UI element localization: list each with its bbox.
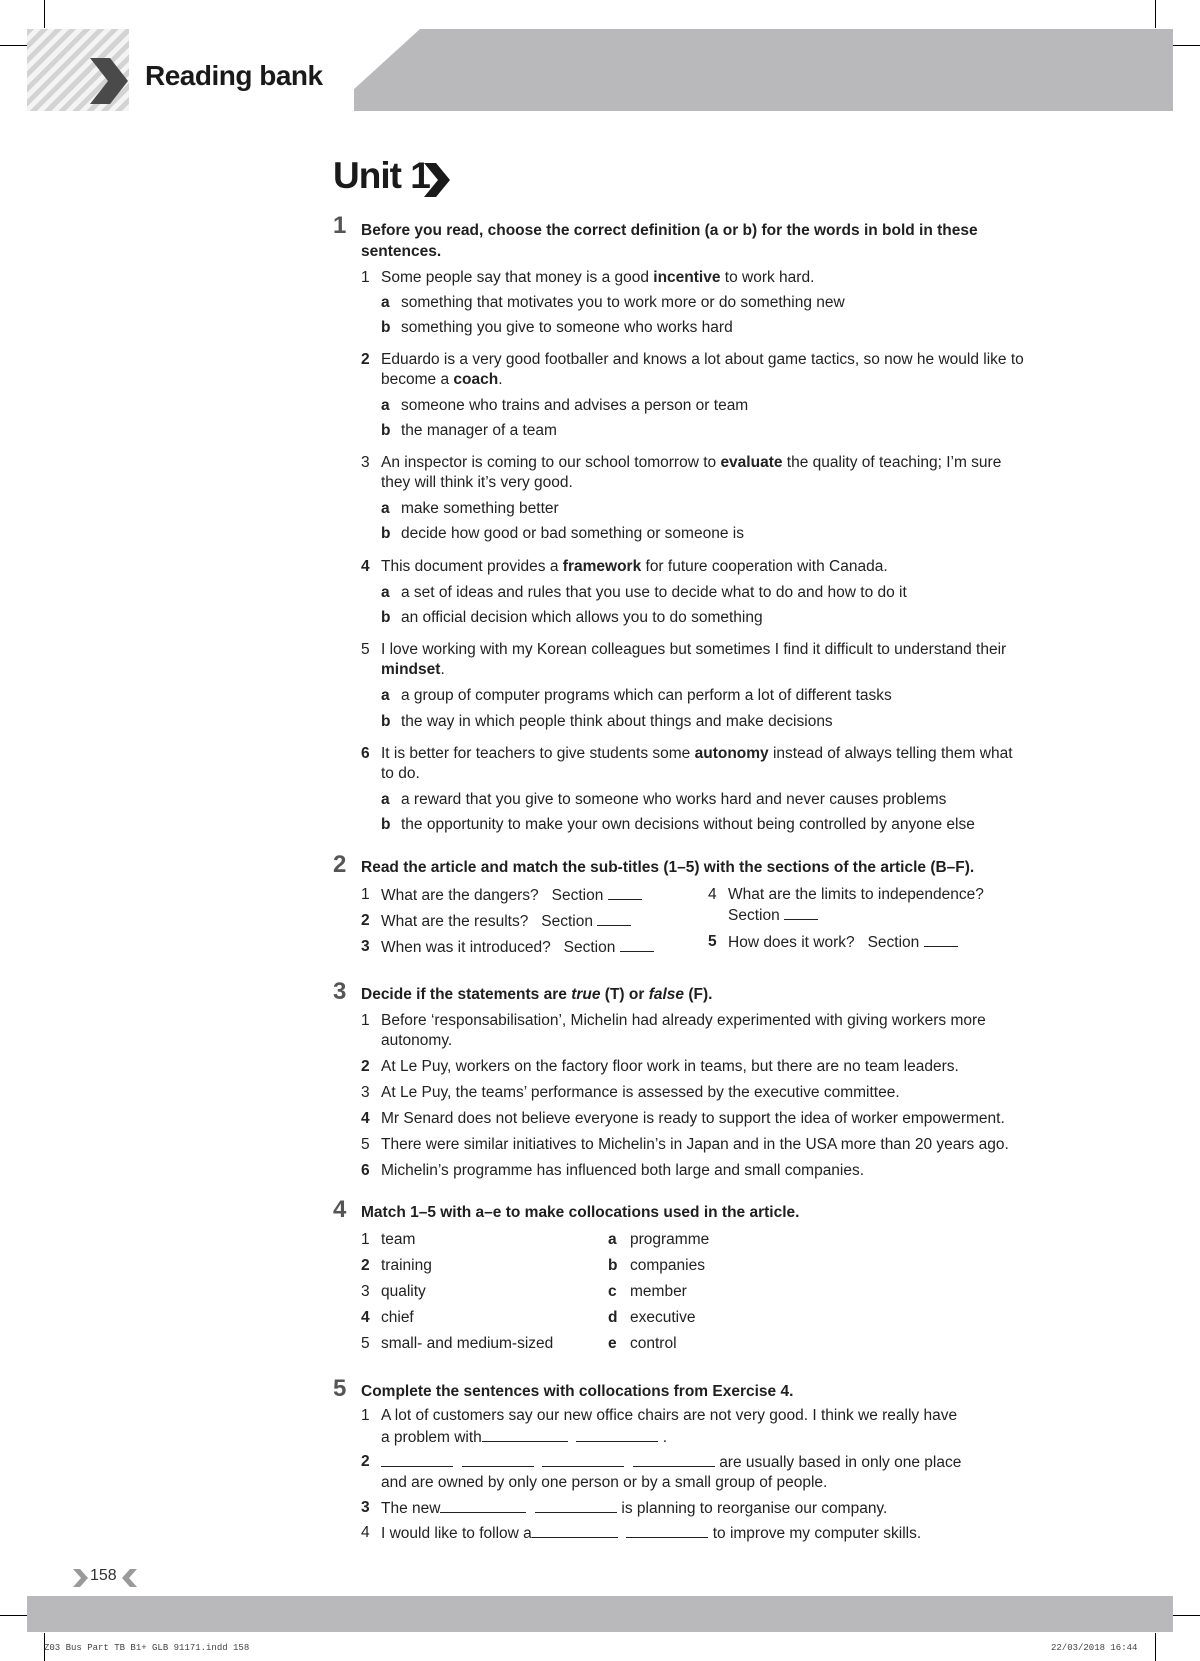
section-label: Section (541, 913, 593, 930)
item-number: 4 (361, 1309, 370, 1326)
keyword: mindset (381, 661, 441, 678)
item-number: 4 (361, 1524, 370, 1541)
statement: Before ‘responsabilisation’, Michelin had already experimented with giving workers more autonomy. (381, 1012, 986, 1049)
option-b: decide how good or bad something or someone is (401, 525, 744, 542)
option-b: an official decision which allows you to do something (401, 609, 763, 626)
sentence-text: instead of always telling them what to do. (381, 745, 1013, 782)
exercise-number: 2 (333, 851, 347, 878)
exercise-number: 3 (333, 978, 347, 1005)
match-left-item: quality (381, 1283, 426, 1300)
sentence-text: for future cooperation with Canada. (641, 558, 888, 575)
answer-blank[interactable] (440, 1498, 526, 1513)
exercise-number: 5 (333, 1375, 347, 1402)
instruction-false: false (648, 986, 685, 1003)
sentence (381, 640, 1026, 680)
item-number: 3 (361, 1084, 370, 1101)
answer-blank[interactable] (462, 1452, 534, 1467)
list-item (381, 885, 642, 906)
option-letter: a (381, 397, 390, 414)
sentence-line (381, 1427, 1026, 1448)
sentence-text: . (498, 371, 503, 388)
sentence-line: A lot of customers say our new office chairs are not very good. I think we really have (381, 1407, 958, 1424)
option-letter: b (381, 422, 391, 439)
item-number: 3 (361, 1283, 370, 1300)
match-right-item: programme (630, 1231, 710, 1248)
answer-blank[interactable] (626, 1523, 708, 1538)
option-b: the way in which people think about things and make decisions (401, 713, 833, 730)
keyword: coach (453, 371, 499, 388)
option-a: a group of computer programs which can perform a lot of different tasks (401, 687, 892, 704)
item-number: 6 (361, 745, 370, 762)
option-letter: a (381, 294, 390, 311)
header-grey-band (330, 29, 1173, 111)
statement: There were similar initiatives to Michelin’s in Japan and in the USA more than 20 years ago. (381, 1136, 1009, 1153)
option-letter: a (381, 500, 390, 517)
crop-mark (44, 0, 45, 28)
answer-blank[interactable] (620, 937, 654, 952)
item-number: 3 (361, 1499, 370, 1516)
statement: At Le Puy, workers on the factory floor work in teams, but there are no team leaders. (381, 1058, 959, 1075)
statement: Michelin’s programme has influenced both large and small companies. (381, 1162, 865, 1179)
match-left-item: small- and medium-sized (381, 1335, 554, 1352)
answer-blank[interactable] (784, 905, 818, 920)
list-item (728, 932, 958, 953)
keyword: incentive (653, 269, 721, 286)
item-number: 4 (708, 886, 717, 903)
answer-blank[interactable] (381, 1452, 453, 1467)
unit-title: Unit 1 (333, 155, 430, 196)
sentence (381, 453, 1026, 493)
option-letter: b (381, 319, 391, 336)
crop-mark (0, 45, 27, 46)
print-date: 22/03/2018 16:44 (1051, 1643, 1138, 1653)
item-number: 2 (361, 912, 370, 929)
sentence (381, 744, 1026, 784)
answer-blank[interactable] (608, 885, 642, 900)
instruction-text: (F). (684, 986, 713, 1003)
match-right-item: member (630, 1283, 687, 1300)
sentence-text: Eduardo is a very good footballer and knows a lot about game tactics, so now he would like to become a (381, 351, 1024, 388)
exercise-number: 4 (333, 1196, 347, 1223)
sentence-text: a problem with (381, 1429, 482, 1446)
sentence-line (381, 1452, 1026, 1473)
option-letter: a (608, 1231, 617, 1248)
option-letter: a (381, 584, 390, 601)
match-left-item: chief (381, 1309, 414, 1326)
sentence-text: to improve my computer skills. (712, 1525, 922, 1542)
crop-mark (1173, 1615, 1200, 1616)
crop-mark (1173, 45, 1200, 46)
match-right-item: control (630, 1335, 677, 1352)
option-letter: c (608, 1283, 617, 1300)
item-number: 6 (361, 1162, 370, 1179)
answer-blank[interactable] (924, 932, 958, 947)
sentence-text: The new (381, 1500, 441, 1517)
sentence-text: the quality of teaching; I’m sure they will think it’s very good. (381, 454, 1002, 491)
footer-bar (27, 1596, 1173, 1632)
item-number: 1 (361, 1231, 370, 1248)
option-letter: b (381, 816, 391, 833)
subtitle-text: What are the limits to independence? (728, 886, 984, 903)
exercise-instruction: Read the article and match the sub-titles (1–5) with the sections of the article (B–F). (361, 859, 975, 876)
option-letter: b (381, 525, 391, 542)
option-letter: d (608, 1309, 618, 1326)
match-right-item: companies (630, 1257, 705, 1274)
subtitle-text: What are the results? (381, 913, 529, 930)
item-number: 2 (361, 1058, 370, 1075)
option-a: something that motivates you to work more or do something new (401, 294, 845, 311)
item-number: 5 (361, 1136, 370, 1153)
match-left-item: team (381, 1231, 416, 1248)
chevron-right-icon (73, 1569, 89, 1587)
statement: At Le Puy, the teams’ performance is assessed by the executive committee. (381, 1084, 900, 1101)
sentence-text: I love working with my Korean colleagues but sometimes I find it difficult to understand their (381, 641, 1007, 658)
option-a: a set of ideas and rules that you use to decide what to do and how to do it (401, 584, 907, 601)
keyword: evaluate (720, 454, 783, 471)
sentence-text: It is better for teachers to give students some (381, 745, 695, 762)
sentence-text: An inspector is coming to our school tomorrow to (381, 454, 721, 471)
keyword: autonomy (694, 745, 769, 762)
answer-blank[interactable] (542, 1452, 624, 1467)
answer-blank[interactable] (535, 1498, 617, 1513)
item-number: 4 (361, 1110, 370, 1127)
option-letter: b (381, 609, 391, 626)
item-number: 3 (361, 938, 370, 955)
instruction-text: Decide if the statements are (361, 986, 572, 1003)
list-item (728, 885, 1028, 926)
sentence-line (381, 1498, 1026, 1519)
option-b: the opportunity to make your own decisions without being controlled by anyone else (401, 816, 975, 833)
sentence-text: . (662, 1429, 668, 1446)
sentence-line (381, 1523, 1026, 1544)
section-title: Reading bank (145, 60, 323, 91)
sentence-text: I would like to follow a (381, 1525, 532, 1542)
sentence-text: to work hard. (720, 269, 815, 286)
item-number: 2 (361, 1257, 370, 1274)
sentence-text: is planning to reorganise our company. (621, 1500, 888, 1517)
chevron-right-icon (90, 58, 128, 104)
item-number: 5 (708, 933, 717, 950)
sentence-text: Some people say that money is a good (381, 269, 654, 286)
option-b: the manager of a team (401, 422, 557, 439)
crop-mark (1155, 0, 1156, 28)
chevron-left-icon (121, 1569, 137, 1587)
item-number: 2 (361, 1453, 370, 1470)
section-label: Section (563, 939, 616, 956)
list-item (381, 937, 654, 958)
section-label: Section (728, 907, 780, 924)
subtitle-text: How does it work? (728, 934, 855, 951)
item-number: 1 (361, 269, 370, 286)
subtitle-text: What are the dangers? (381, 887, 539, 904)
statement: Mr Senard does not believe everyone is ready to support the idea of worker empowerment. (381, 1110, 1005, 1127)
exercise-instruction (361, 984, 1021, 1005)
answer-blank[interactable] (532, 1523, 618, 1538)
option-letter: a (381, 687, 390, 704)
section-label: Section (867, 934, 920, 951)
exercise-instruction: Complete the sentences with collocations from Exercise 4. (361, 1383, 794, 1400)
item-number: 4 (361, 558, 370, 575)
sentence (381, 268, 1026, 288)
option-b: something you give to someone who works hard (401, 319, 733, 336)
section-label: Section (551, 887, 604, 904)
item-number: 3 (361, 454, 370, 471)
answer-blank[interactable] (633, 1452, 715, 1467)
sentence-text: are usually based in only one place (719, 1454, 962, 1471)
answer-blank[interactable] (576, 1427, 658, 1442)
item-number: 1 (361, 1407, 370, 1424)
item-number: 2 (361, 351, 370, 368)
sentence (381, 350, 1026, 390)
option-letter: b (608, 1257, 618, 1274)
item-number: 5 (361, 641, 370, 658)
option-a: someone who trains and advises a person or team (401, 397, 749, 414)
instruction-true: true (571, 986, 601, 1003)
sentence-text: . (440, 661, 445, 678)
item-number: 1 (361, 1012, 370, 1029)
option-letter: b (381, 713, 391, 730)
subtitle-text: When was it introduced? (381, 939, 551, 956)
print-slug: Z03 Bus Part TB B1+ GLB 91171.indd 158 (44, 1643, 250, 1653)
exercise-instruction: Before you read, choose the correct definition (a or b) for the words in bold in these sentences. (361, 222, 978, 260)
sentence (381, 557, 1026, 577)
list-item (381, 911, 631, 932)
keyword: framework (562, 558, 642, 575)
exercise-instruction: Match 1–5 with a–e to make collocations used in the article. (361, 1204, 800, 1221)
answer-blank[interactable] (597, 911, 631, 926)
option-a: a reward that you give to someone who works hard and never causes problems (401, 791, 947, 808)
chevron-right-icon (422, 163, 452, 197)
sentence-line: and are owned by only one person or by a small group of people. (381, 1474, 828, 1491)
crop-mark (0, 1615, 27, 1616)
match-right-item: executive (630, 1309, 696, 1326)
option-letter: e (608, 1335, 617, 1352)
exercise-number: 1 (333, 212, 347, 239)
answer-blank[interactable] (482, 1427, 568, 1442)
option-a: make something better (401, 500, 559, 517)
item-number: 1 (361, 886, 370, 903)
sentence-text: This document provides a (381, 558, 563, 575)
match-left-item: training (381, 1257, 432, 1274)
instruction-text: (T) or (600, 986, 649, 1003)
page-number: 158 (90, 1567, 117, 1584)
item-number: 5 (361, 1335, 370, 1352)
option-letter: a (381, 791, 390, 808)
crop-mark (1155, 1633, 1156, 1661)
